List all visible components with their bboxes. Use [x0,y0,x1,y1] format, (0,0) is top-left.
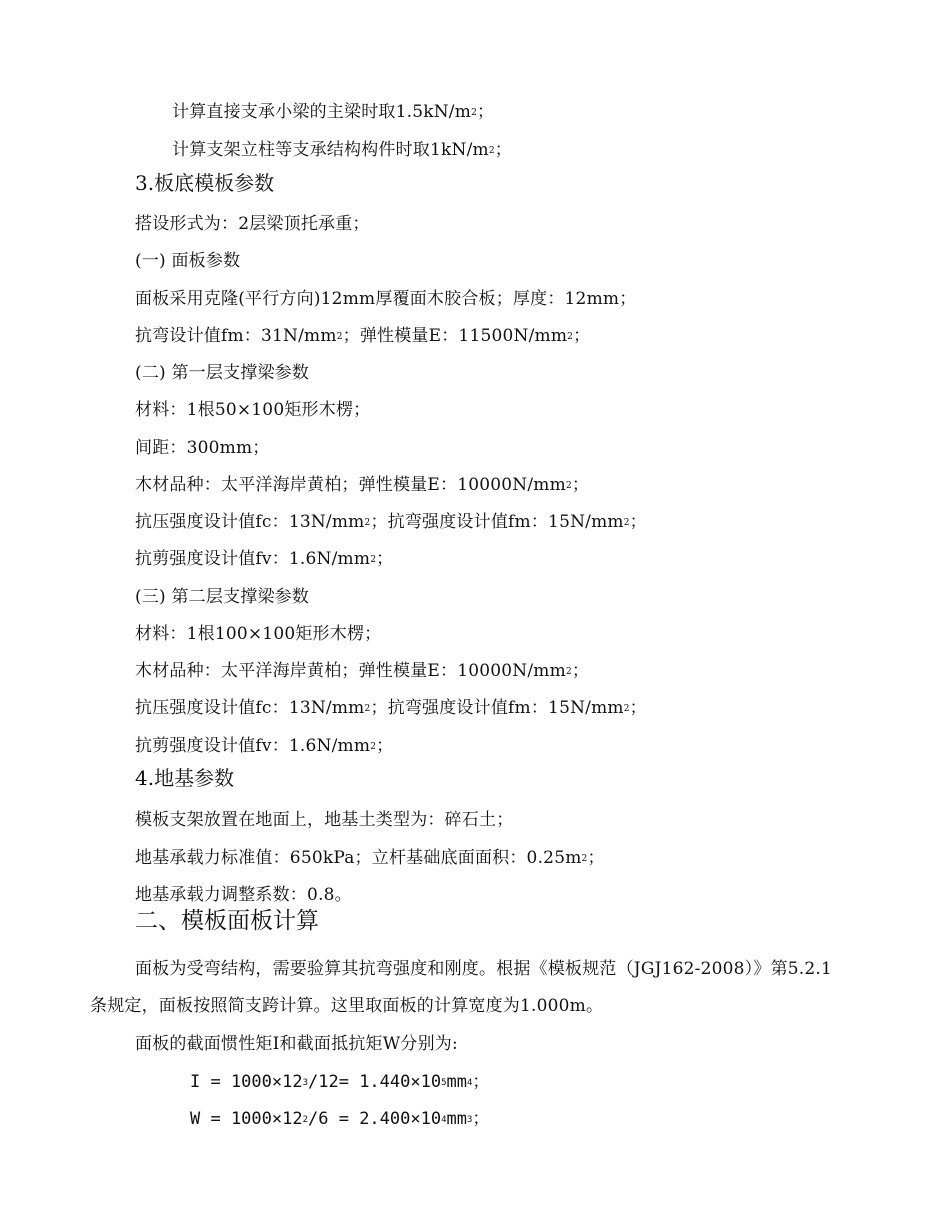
text-line: 地基承载力调整系数：0.8。 [135,885,352,905]
text-line: 木材品种：太平洋海岸黄柏；弹性模量E：$10000N/mm^2$； [135,661,590,681]
paragraph-line: 面板的截面惯性矩I和截面抵抗矩W分别为: [135,1034,458,1054]
subsection-heading: (三) 第二层支撑梁参数 [135,587,310,607]
chapter-heading: 二、模板面板计算 [135,908,319,934]
text-line: 面板采用克隆(平行方向)12mm厚覆面木胶合板；厚度：12mm； [135,289,637,309]
paragraph-line: 条规定，面板按照简支跨计算。这里取面板的计算宽度为1.000m。 [90,996,604,1016]
section-heading: 3.板底模板参数 [135,171,275,195]
text-line: 抗剪强度设计值fv：$1.6N/mm^2$； [135,736,394,756]
text-line: 抗压强度设计值fc：$13N/mm^2$；抗弯强度设计值fm：$15N/mm^2$； [135,698,647,718]
text-line: 间距：300mm； [135,438,270,458]
text-line: 模板支架放置在地面上，地基土类型为：碎石土； [135,810,514,830]
text-line: 抗压强度设计值fc：$13N/mm^2$；抗弯强度设计值fm：$15N/mm^2$； [135,512,647,532]
paragraph-line: 面板为受弯结构，需要验算其抗弯强度和刚度。根据《模板规范（JGJ162-2008）》第5.2.1 [135,959,833,979]
text-line: 搭设形式为：2层梁顶托承重； [135,214,370,234]
text-line: 抗弯设计值fm：$31N/mm^2$；弹性模量E：$11500N/mm^2$； [135,326,591,346]
text-line: 计算支架立柱等支承结构构件时取$1kN/m^2$； [172,140,512,160]
text-line: 木材品种：太平洋海岸黄柏；弹性模量E：$10000N/mm^2$； [135,475,590,495]
subsection-heading: (一) 面板参数 [135,251,241,271]
formula-section-modulus: $W = 1000\times 12^2/6 = 2.400\times 10^4mm^3$； [190,1109,490,1129]
subsection-heading: (二) 第一层支撑梁参数 [135,363,310,383]
text-line: 抗剪强度设计值fv：$1.6N/mm^2$； [135,549,394,569]
text-line: 材料：1根50×100矩形木楞； [135,400,371,420]
text-line: 计算直接支承小梁的主梁时取$1.5kN/m^2$； [172,102,495,122]
text-line: 材料：1根100×100矩形木楞； [135,624,382,644]
section-heading: 4.地基参数 [135,766,235,790]
formula-moment-of-inertia: $I = 1000\times 12^3/12= 1.440\times 10^5mm^4$； [190,1072,490,1092]
text-line: 地基承载力标准值：650kPa；立杆基础底面面积：$0.25m^2$； [135,848,605,868]
